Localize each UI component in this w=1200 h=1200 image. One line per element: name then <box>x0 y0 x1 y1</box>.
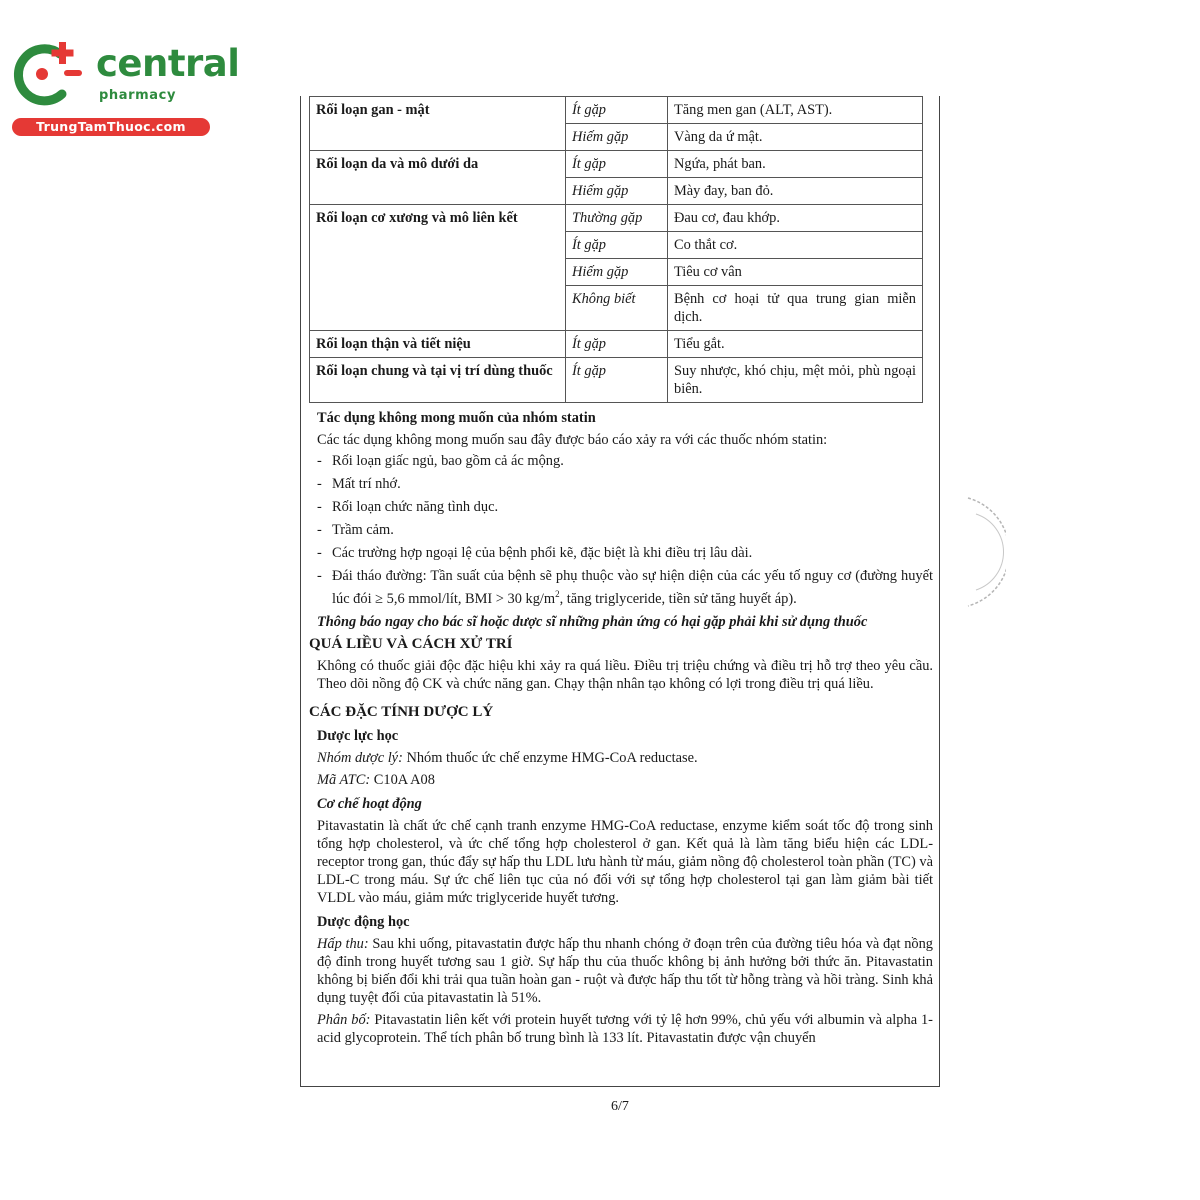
table-cell-effect: Ngứa, phát ban. <box>668 151 923 178</box>
page-number: 6/7 <box>611 1099 629 1114</box>
table-cell-effect: Tiểu gắt. <box>668 331 923 358</box>
list-item: - Trầm cảm. <box>317 521 933 539</box>
logo-subtitle: pharmacy <box>99 88 177 103</box>
pharmacologic-group <box>317 749 933 767</box>
table-row <box>310 151 923 178</box>
overdose-text: Không có thuốc giải độc đặc hiệu khi xảy ra quá liều. Điều trị triệu chứng và điều trị hỗ trợ theo yêu cầu. Theo dõi nồng độ CK và chức năng gan. Chạy thận nhân tạo không có lợi trong điều trị quá liều. <box>317 657 933 692</box>
logo-name: central <box>96 42 240 85</box>
list-item: - Rối loạn giấc ngủ, bao gồm cả ác mộng. <box>317 452 933 470</box>
logo-cross-icon <box>12 40 86 106</box>
document-content <box>309 96 933 1047</box>
table-cell-effect: Tiêu cơ vân <box>668 259 923 286</box>
list-item: - Các trường hợp ngoại lệ của bệnh phổi kẽ, đặc biệt là khi điều trị lâu dài. <box>317 544 933 562</box>
table-cell-category: Rối loạn cơ xương và mô liên kết <box>310 205 566 331</box>
distribution-body: Pitavastatin liên kết với protein huyết tương với tỷ lệ hơn 99%, chủ yếu với albumin và alpha 1-acid glycoprotein. Thể tích phân bố trung bình là 133 lít. Pitavastatin được vận chuyển <box>317 1011 933 1046</box>
pharmacodynamics-heading: Dược lực học <box>317 727 399 744</box>
table-cell-frequency: Hiếm gặp <box>566 178 668 205</box>
table-cell-frequency: Hiếm gặp <box>566 124 668 151</box>
statin-intro: Các tác dụng không mong muốn sau đây được báo cáo xảy ra với các thuốc nhóm statin: <box>317 432 828 448</box>
table-cell-effect: Bệnh cơ hoại tử qua trung gian miễn dịch. <box>668 286 923 331</box>
table-cell-frequency: Ít gặp <box>566 232 668 259</box>
table-row <box>310 205 923 232</box>
atc-label: Mã ATC: <box>317 771 371 788</box>
mechanism-text: Pitavastatin là chất ức chế cạnh tranh enzyme HMG-CoA reductase, enzyme kiểm soát tốc độ trong sinh tổng hợp cholesterol, và ức chế tổng hợp cholesterol ở gan. Kết quả là làm tăng biểu hiện các LDL-receptor trong gan, thúc đẩy sự hấp thu LDL lưu hành từ máu, giảm nồng độ cholesterol toàn phần (TC) và LDL-C trong máu. Sự ức chế liên tục của nó đối với sự tổng hợp cholesterol tại gan làm giảm bài tiết VLDL vào máu, giảm mức triglyceride huyết tương. <box>317 817 933 906</box>
table-cell-frequency: Ít gặp <box>566 358 668 403</box>
statin-heading: Tác dụng không mong muốn của nhóm statin <box>317 410 596 426</box>
table-cell-frequency: Ít gặp <box>566 331 668 358</box>
warning-text: Thông báo ngay cho bác sĩ hoặc dược sĩ những phản ứng có hại gặp phải khi sử dụng thuốc <box>317 613 868 630</box>
table-cell-category: Rối loạn da và mô dưới da <box>310 151 566 205</box>
table-cell-effect: Co thắt cơ. <box>668 232 923 259</box>
atc-code <box>317 771 933 789</box>
table-cell-effect: Suy nhược, khó chịu, mệt mỏi, phù ngoại biên. <box>668 358 923 403</box>
list-item-diabetes <box>317 567 933 608</box>
table-cell-category: Rối loạn chung và tại vị trí dùng thuốc <box>310 358 566 403</box>
diabetes-superscript: 2 <box>555 589 560 599</box>
table-cell-category: Rối loạn gan - mật <box>310 97 566 151</box>
table-cell-frequency: Không biết <box>566 286 668 331</box>
table-cell-effect: Mày đay, ban đỏ. <box>668 178 923 205</box>
distribution-label: Phân bố: <box>317 1011 371 1028</box>
table-cell-frequency: Ít gặp <box>566 151 668 178</box>
diabetes-text-a: Đái tháo đường: Tần suất của bệnh sẽ phụ thuộc vào sự hiện diện của các yếu tố nguy cơ (đường huyết lúc đói ≥ 5,6 mmol/lít, BMI > 30 kg/m <box>332 568 933 607</box>
diabetes-text-b: , tăng triglyceride, tiền sử tăng huyết áp). <box>559 590 797 607</box>
table-cell-effect: Đau cơ, đau khớp. <box>668 205 923 232</box>
absorption-label: Hấp thu: <box>317 935 369 952</box>
group-label: Nhóm dược lý: <box>317 749 403 766</box>
statin-bullet-list <box>317 452 933 608</box>
stamp-icon <box>962 492 1006 612</box>
logo[interactable] <box>10 38 240 138</box>
pharmacokinetics-heading: Dược động học <box>317 913 410 930</box>
table-cell-frequency: Ít gặp <box>566 97 668 124</box>
list-item: - Mất trí nhớ. <box>317 475 933 493</box>
atc-value: C10A A08 <box>370 771 435 788</box>
mechanism-heading: Cơ chế hoạt động <box>317 795 422 812</box>
adverse-effects-table <box>309 96 923 403</box>
overdose-heading: QUÁ LIỀU VÀ CÁCH XỬ TRÍ <box>309 635 513 652</box>
table-cell-category: Rối loạn thận và tiết niệu <box>310 331 566 358</box>
absorption-text <box>317 935 933 1007</box>
pharmacology-heading: CÁC ĐẶC TÍNH DƯỢC LÝ <box>309 703 494 720</box>
absorption-body: Sau khi uống, pitavastatin được hấp thu nhanh chóng ở đoạn trên của đường tiêu hóa và đạt nồng độ đỉnh trong huyết tương sau 1 giờ. Sự hấp thu của thuốc không bị ảnh hưởng bởi thức ăn. Pitavastatin không bị biến đổi khi trải qua tuần hoàn gan - ruột và được hấp thu tốt từ hỗng tràng và hồi tràng. Sinh khả dụng tuyệt đối của pitavastatin là 51%. <box>317 935 933 1006</box>
table-row <box>310 331 923 358</box>
table-cell-effect: Tăng men gan (ALT, AST). <box>668 97 923 124</box>
table-row <box>310 97 923 124</box>
document-page <box>300 96 940 1087</box>
table-cell-effect: Vàng da ứ mật. <box>668 124 923 151</box>
group-value: Nhóm thuốc ức chế enzyme HMG-CoA reductase. <box>402 749 698 766</box>
list-item: - Rối loạn chức năng tình dục. <box>317 498 933 516</box>
distribution-text <box>317 1011 933 1047</box>
table-row <box>310 358 923 403</box>
table-cell-frequency: Hiếm gặp <box>566 259 668 286</box>
logo-website-bar: TrungTamThuoc.com <box>12 118 210 136</box>
table-cell-frequency: Thường gặp <box>566 205 668 232</box>
